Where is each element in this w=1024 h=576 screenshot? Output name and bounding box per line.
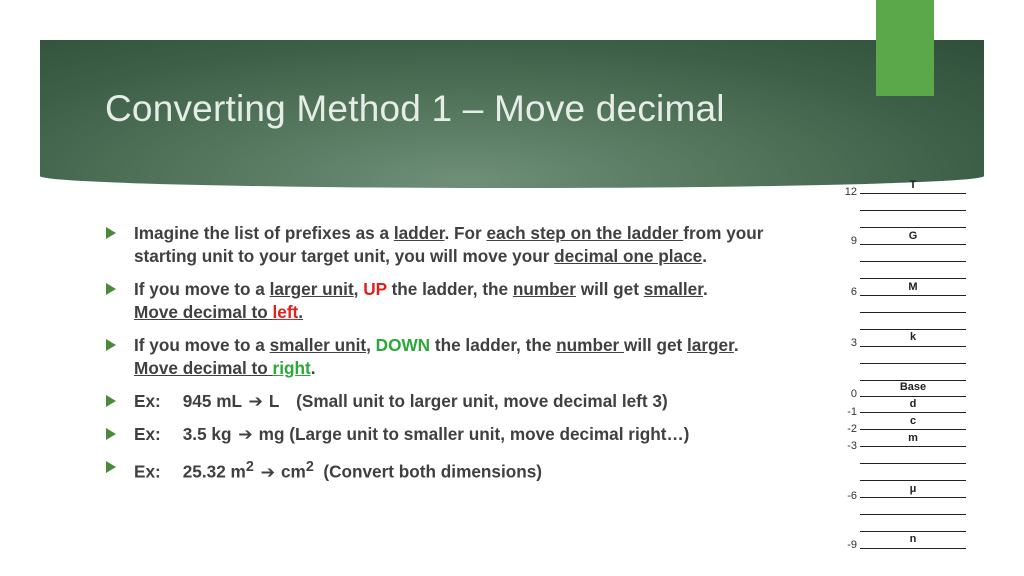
ladder-exponent: -9: [847, 539, 857, 551]
ladder-rung: [860, 429, 966, 430]
ladder-rung: [860, 497, 966, 498]
ladder-label: μ: [909, 483, 917, 495]
ladder-rung: [860, 363, 966, 364]
ladder-rung: [860, 312, 966, 313]
bullet-smaller-unit: If you move to a smaller unit, DOWN the ladder, the number will get larger. Move decimal to right.: [105, 334, 830, 380]
accent-tab: [876, 0, 934, 96]
bullet-arrow-icon: [106, 461, 116, 473]
ladder-rung: [860, 514, 966, 515]
ladder-label: n: [909, 533, 917, 545]
bullet-example-1: Ex: 945 mL ➔ L (Small unit to larger unit, move decimal left 3): [105, 390, 830, 413]
bullet-arrow-icon: [106, 283, 116, 295]
ladder-rung: [860, 396, 966, 397]
ladder-exponent: 12: [844, 186, 857, 198]
bullet-arrow-icon: [106, 428, 116, 440]
bullet-ladder: Imagine the list of prefixes as a ladder. For each step on the ladder from your starting unit to your target unit, you will move your decimal one place.: [105, 222, 830, 268]
ladder-rung: [860, 463, 966, 464]
slide-title: Converting Method 1 – Move decimal: [105, 88, 725, 129]
ladder-exponent: -3: [847, 440, 857, 452]
ladder-rung: [860, 210, 966, 211]
bullet-example-2: Ex: 3.5 kg ➔ mg (Large unit to smaller unit, move decimal right…): [105, 423, 830, 446]
ladder-label: Base: [899, 381, 927, 393]
ladder-exponent: 6: [850, 286, 857, 298]
ladder-rung: [860, 244, 966, 245]
ladder-label: M: [908, 281, 918, 293]
ladder-label: d: [909, 398, 917, 410]
bullet-arrow-icon: [106, 395, 116, 407]
ladder-exponent: 3: [850, 337, 857, 349]
bullet-list: [105, 222, 830, 494]
ladder-label: c: [909, 415, 917, 427]
ladder-rung: [860, 380, 966, 381]
bullet-example-3: Ex: 25.32 $m^2$ ➔ $cm^2$ (Convert both dimensions): [105, 456, 830, 484]
ladder-rung: [860, 261, 966, 262]
ladder-rung: [860, 227, 966, 228]
ladder-rung: [860, 412, 966, 413]
bullet-larger-unit: If you move to a larger unit, UP the ladder, the number will get smaller. Move decimal to left.: [105, 278, 830, 324]
right-arrow-icon: ➔: [248, 391, 263, 411]
ladder-exponent: -6: [847, 490, 857, 502]
ladder-label: k: [909, 331, 917, 343]
ladder-rung: [860, 446, 966, 447]
ladder-label: T: [909, 179, 917, 191]
ladder-rung: [860, 295, 966, 296]
ladder-exponent: 9: [850, 235, 857, 247]
ladder-rung: [860, 346, 966, 347]
right-arrow-icon: ➔: [238, 424, 253, 444]
ladder-rung: [860, 531, 966, 532]
ladder-rung: [860, 193, 966, 194]
ladder-label: G: [908, 230, 918, 242]
ladder-exponent: 0: [850, 388, 857, 400]
ladder-label: m: [908, 432, 918, 444]
ladder-exponent: -2: [847, 423, 857, 435]
ladder-rung: [860, 278, 966, 279]
ladder-exponent: -1: [847, 406, 857, 418]
bullet-arrow-icon: [106, 227, 116, 239]
ladder-rung: [860, 480, 966, 481]
right-arrow-icon: ➔: [260, 461, 275, 482]
ladder-rung: [860, 329, 966, 330]
bullet-arrow-icon: [106, 339, 116, 351]
ladder-rung: [860, 548, 966, 549]
